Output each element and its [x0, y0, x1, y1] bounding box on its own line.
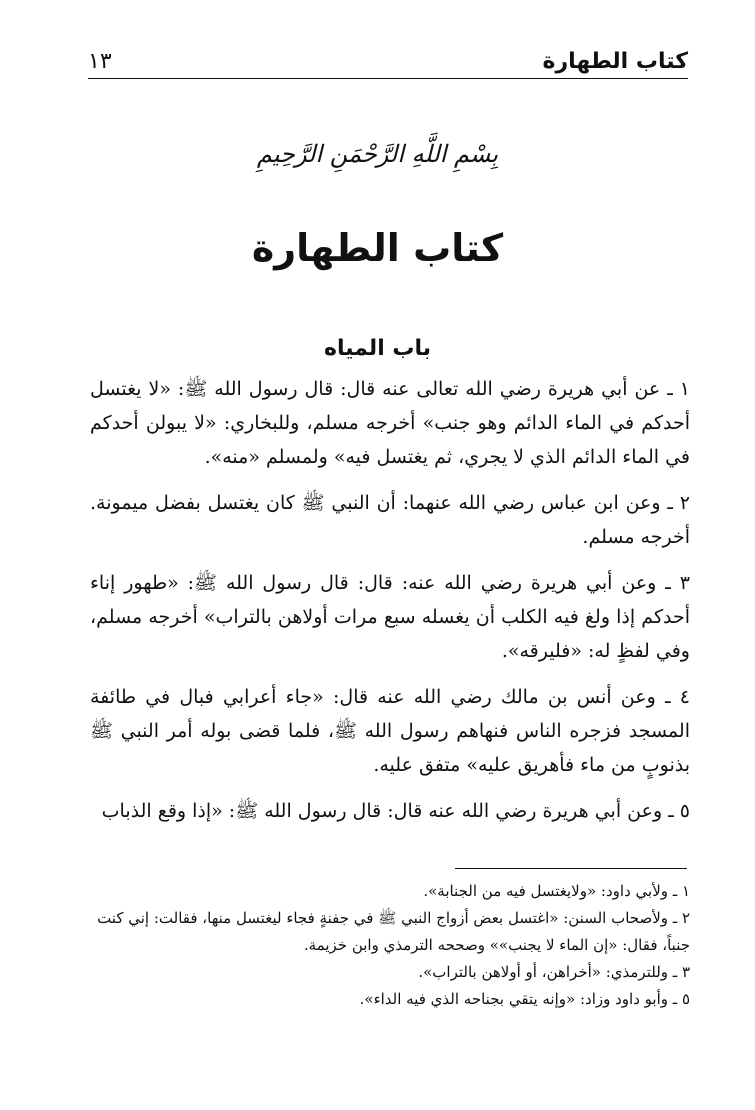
basmala: بِسْمِ اللَّهِ الرَّحْمَنِ الرَّحِيمِ: [256, 140, 499, 168]
chapter-title: باب المياه: [323, 336, 432, 361]
running-title: كتاب الطهارة: [542, 49, 688, 74]
footnote: ٥ ـ وأبو داود وزاد: «وإنه يتقي بجناحه الذي فيه الداء».: [359, 990, 690, 1008]
book-title: كتاب الطهارة: [251, 226, 504, 270]
hadith-paragraph: ٢ ـ وعن ابن عباس رضي الله عنهما: أن النبي ﷺ كان يغتسل بفضل ميمونة. أخرجه مسلم.: [90, 492, 690, 548]
hadith-paragraph: ٤ ـ وعن أنس بن مالك رضي الله عنه قال: «جاء أعرابي فبال في طائفة المسجد فزجره الناس فنهاهم رسول الله ﷺ، فلما قضى بوله أمر النبي ﷺ بذنوبٍ من ماء فأهريق عليه» متفق عليه.: [90, 686, 690, 776]
page-number: ١٣: [88, 49, 112, 74]
footnote: ١ ـ ولأبي داود: «ولايغتسل فيه من الجنابة».: [423, 882, 690, 900]
hadith-paragraph: ٣ ـ وعن أبي هريرة رضي الله عنه: قال: قال رسول الله ﷺ: «طهور إناء أحدكم إذا ولغ فيه الكلب أن يغسله سبع مرات أولاهن بالتراب» أخرجه مسلم، وفي لفظٍ له: «فليرقه».: [90, 572, 690, 662]
footnotes: [90, 878, 690, 1013]
footnote-divider: [455, 868, 687, 869]
body-text: [90, 372, 690, 840]
page-header: [88, 36, 688, 79]
footnote: ٣ ـ وللترمذي: «أخراهن، أو أولاهن بالتراب».: [418, 963, 690, 981]
footnote: ٢ ـ ولأصحاب السنن: «اغتسل بعض أزواج النبي ﷺ في جفنةٍ فجاء ليغتسل منها، فقالت: إني كنت جنباً، فقال: «إن الماء لا يجنب»» وصححه الترمذي وابن خزيمة.: [97, 909, 690, 954]
hadith-paragraph: ٥ ـ وعن أبي هريرة رضي الله عنه قال: قال رسول الله ﷺ: «إذا وقع الذباب: [101, 800, 690, 822]
hadith-paragraph: ١ ـ عن أبي هريرة رضي الله تعالى عنه قال: قال رسول الله ﷺ: «لا يغتسل أحدكم في الماء الدائم وهو جنب» أخرجه مسلم، وللبخاري: «لا يبولن أحدكم في الماء الدائم الذي لا يجري، ثم يغتسل فيه» ولمسلم «منه».: [90, 378, 690, 468]
